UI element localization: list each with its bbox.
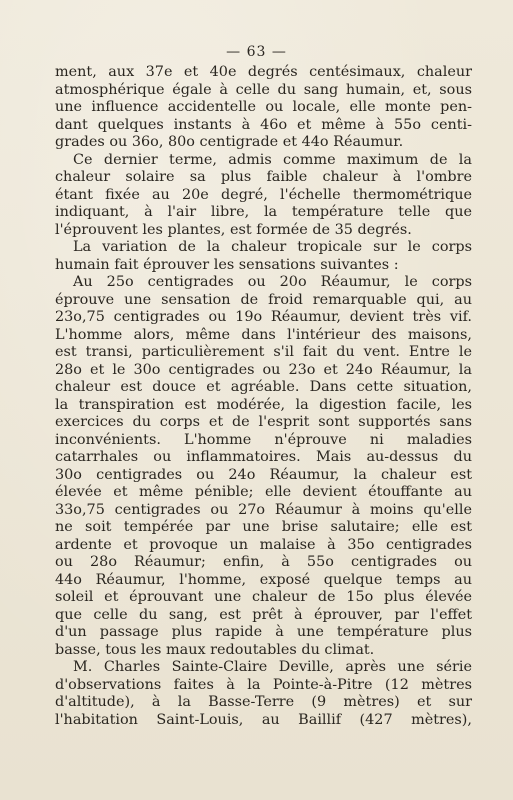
text-line: ardente et provoque un malaise à 35o centigrades	[55, 536, 472, 553]
text-line: l'éprouvent les plantes, est formée de 35 degrés.	[55, 221, 412, 238]
text-line: d'observations faites à la Pointe-à-Pitre (12 mètres	[55, 676, 472, 693]
text-line: 23o,75 centigrades ou 19o Réaumur, devient très vif.	[55, 309, 472, 325]
text-line: d'altitude), à la Basse-Terre (9 mètres) et sur	[55, 694, 472, 710]
text-line: chaleur est douce et agréable. Dans cette situation,	[55, 379, 472, 395]
text-line: indiquant, à l'air libre, la température telle que	[55, 204, 472, 220]
text-line: que celle du sang, est prêt à éprouver, par l'effet	[55, 606, 472, 623]
text-line: catarrhales ou inflammatoires. Mais au-dessus du	[55, 449, 472, 465]
text-line: dant quelques instants à 46o et même à 55o centi-	[55, 116, 472, 133]
text-line: étant fixée au 20e degré, l'échelle thermométrique	[55, 186, 472, 203]
text-line: ne soit tempérée par une brise salutaire; elle est	[55, 519, 472, 535]
text-line: une influence accidentelle ou locale, elle monte pen-	[55, 99, 472, 115]
text-line: inconvénients. L'homme n'éprouve ni maladies	[55, 431, 472, 448]
text-line: élevée et même pénible; elle devient étouffante au	[55, 484, 472, 500]
text-line: 33o,75 centigrades ou 27o Réaumur à moins qu'elle	[55, 501, 472, 518]
text-line: 44o Réaumur, l'homme, exposé quelque temps au	[55, 571, 472, 588]
text-line: Au 25o centigrades ou 20o Réaumur, le corps	[73, 274, 472, 290]
text-line: chaleur solaire sa plus faible chaleur à l'ombre	[55, 169, 472, 185]
text-line: basse, tous les maux redoutables du climat.	[55, 641, 375, 658]
text-line: l'habitation Saint-Louis, au Baillif (427 mètres),	[55, 711, 472, 728]
page-number: — 63 —	[226, 44, 287, 60]
text-line: éprouve une sensation de froid remarquable qui, au	[55, 291, 472, 308]
text-line: ou 28o Réaumur; enfin, à 55o centigrades ou	[55, 554, 472, 570]
body-text	[55, 64, 472, 729]
text-line: L'homme alors, même dans l'intérieur des maisons,	[55, 326, 472, 343]
text-line: est transi, particulièrement s'il fait du vent. Entre le	[55, 344, 472, 360]
text-line: Ce dernier terme, admis comme maximum de la	[73, 151, 472, 168]
text-line: humain fait éprouver les sensations suivantes :	[55, 256, 399, 273]
text-line: d'un passage plus rapide à une température plus	[55, 624, 472, 640]
text-line: 30o centigrades ou 24o Réaumur, la chaleur est	[55, 466, 472, 483]
text-line: ment, aux 37e et 40e degrés centésimaux, chaleur	[55, 64, 472, 80]
text-line: soleil et éprouvant une chaleur de 15o plus élevée	[55, 589, 472, 605]
text-line: M. Charles Sainte-Claire Deville, après une série	[73, 659, 472, 675]
text-line: la transpiration est modérée, la digestion facile, les	[55, 396, 472, 413]
text-line: grades ou 36o, 80o centigrade et 44o Réaumur.	[55, 134, 404, 150]
text-line: 28o et le 30o centigrades ou 23o et 24o Réaumur, la	[55, 361, 472, 378]
text-line: atmosphérique égale à celle du sang humain, et, sous	[55, 81, 472, 98]
text-line: exercices du corps et de l'esprit sont supportés sans	[55, 414, 472, 430]
text-line: La variation de la chaleur tropicale sur le corps	[73, 239, 472, 255]
